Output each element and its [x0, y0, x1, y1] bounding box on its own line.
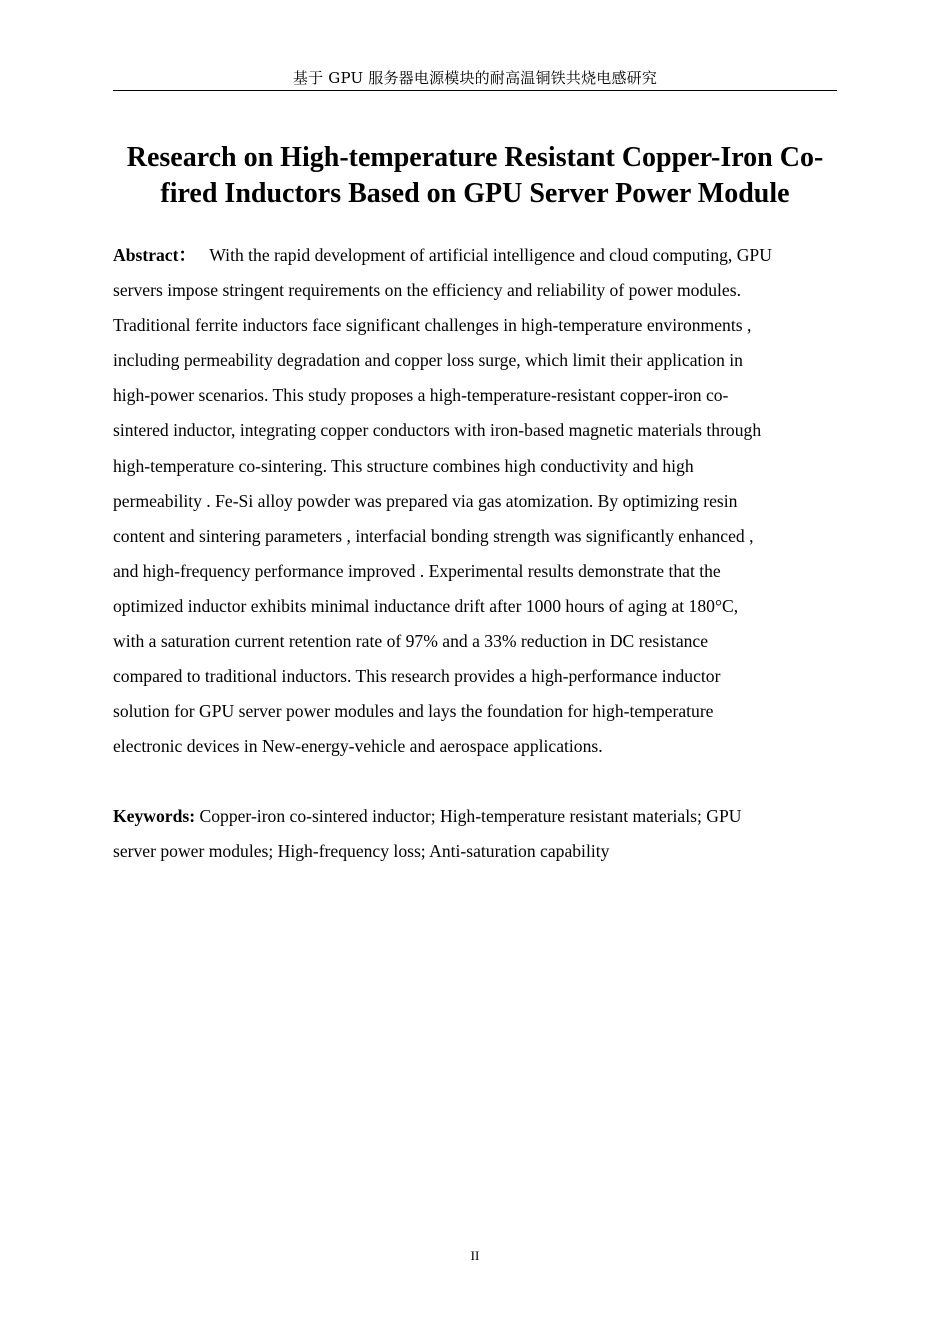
- keywords-line-1: [113, 799, 837, 834]
- paper-title: [108, 140, 842, 212]
- abstract-line-14: solution for GPU server power modules and lays the foundation for high-temperature: [113, 701, 714, 722]
- abstract-section: [113, 238, 837, 764]
- keywords-line-2: server power modules; High-frequency loss; Anti-saturation capability: [113, 841, 610, 862]
- keywords-line-1-text: Copper-iron co-sintered inductor; High-temperature resistant materials; GPU: [199, 806, 742, 826]
- abstract-line-15: electronic devices in New-energy-vehicle and aerospace applications.: [113, 736, 603, 757]
- abstract-line-12: with a saturation current retention rate of 97% and a 33% reduction in DC resistance: [113, 631, 709, 652]
- running-header: 基于 GPU 服务器电源模块的耐高温铜铁共烧电感研究: [292, 69, 658, 87]
- abstract-line-1: [113, 238, 837, 273]
- abstract-line-9: content and sintering parameters , interfacial bonding strength was significantly enhanced ,: [113, 525, 754, 546]
- title-line-1: Research on High-temperature Resistant Copper-Iron Co-: [126, 142, 824, 173]
- abstract-line-6: sintered inductor, integrating copper conductors with iron-based magnetic materials through: [113, 420, 762, 441]
- abstract-line-1-text: With the rapid development of artificial intelligence and cloud computing, GPU: [209, 245, 772, 265]
- page-number: II: [470, 1248, 480, 1263]
- abstract-line-10: and high-frequency performance improved . Experimental results demonstrate that the: [113, 560, 721, 581]
- abstract-line-13: compared to traditional inductors. This research provides a high-performance inductor: [113, 666, 721, 687]
- abstract-line-7: high-temperature co-sintering. This structure combines high conductivity and high: [113, 455, 694, 476]
- abstract-label: Abstract：: [113, 245, 197, 265]
- abstract-line-4: including permeability degradation and copper loss surge, which limit their application in: [113, 350, 743, 371]
- abstract-line-8: permeability . Fe-Si alloy powder was prepared via gas atomization. By optimizing resin: [113, 490, 738, 511]
- abstract-line-11: optimized inductor exhibits minimal inductance drift after 1000 hours of aging at 180°C,: [113, 595, 739, 616]
- abstract-line-3: Traditional ferrite inductors face significant challenges in high-temperature environments ,: [113, 315, 752, 336]
- title-line-2: fired Inductors Based on GPU Server Power Module: [160, 178, 790, 209]
- keywords-section: [113, 799, 837, 869]
- abstract-line-2: servers impose stringent requirements on the efficiency and reliability of power modules.: [113, 280, 741, 301]
- abstract-line-5: high-power scenarios. This study proposes a high-temperature-resistant copper-iron co-: [113, 385, 729, 406]
- header-rule: [113, 90, 837, 91]
- keywords-label: Keywords:: [113, 806, 196, 826]
